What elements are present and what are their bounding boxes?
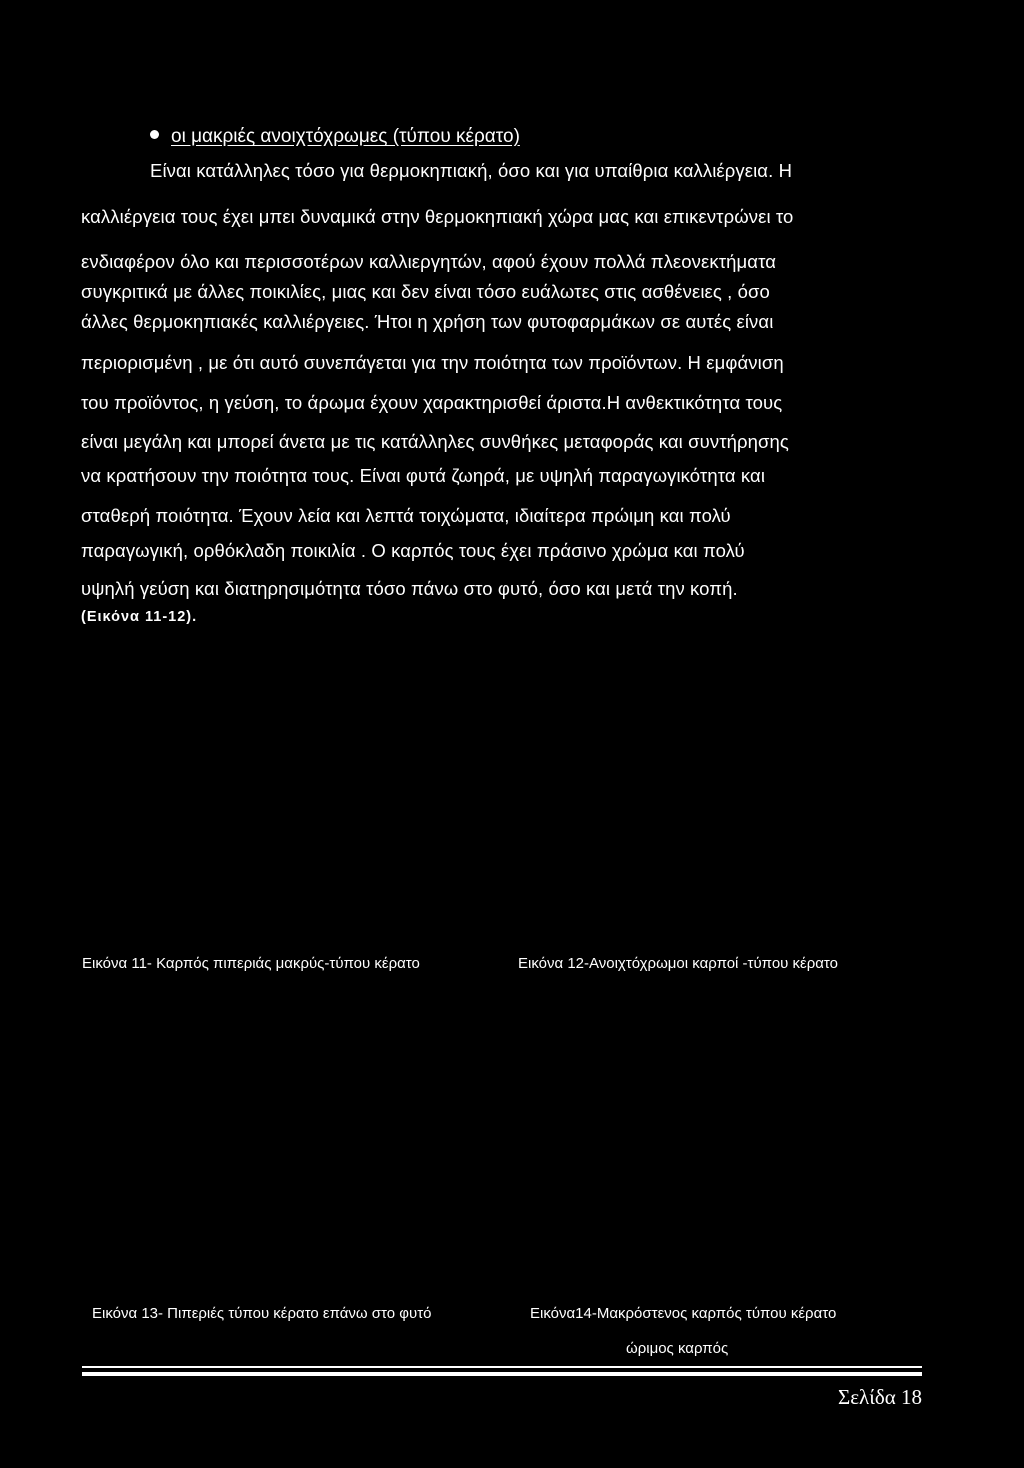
section-heading-text: οι μακριές ανοιχτόχρωμες (τύπου κέρατο) (171, 126, 520, 147)
paragraph-line: να κρατήσουν την ποιότητα τους. Είναι φυτά ζωηρά, με υψηλή παραγωγικότητα και (81, 465, 766, 486)
paragraph-line: σταθερή ποιότητα. Έχουν λεία και λεπτά τοιχώματα, ιδιαίτερα πρώιμη και πολύ (81, 505, 731, 526)
caption-figure-14: Εικόνα14-Μακρόστενος καρπός τύπου κέρατο (530, 1305, 837, 1322)
caption-figure-11: Εικόνα 11- Καρπός πιπεριάς μακρύς-τύπου κέρατο (82, 955, 420, 972)
paragraph-line: είναι μεγάλη και μπορεί άνετα με τις κατάλληλες συνθήκες μεταφοράς και συντήρησης (81, 431, 789, 452)
caption-figure-12: Εικόνα 12-Ανοιχτόχρωμοι καρποί -τύπου κέρατο (518, 955, 838, 972)
caption-figure-13: Εικόνα 13- Πιπεριές τύπου κέρατο επάνω στο φυτό (92, 1305, 432, 1322)
page-number: Σελίδα 18 (837, 1385, 922, 1409)
paragraph-line: του προϊόντος, η γεύση, το άρωμα έχουν χαρακτηρισθεί άριστα.Η ανθεκτικότητα τους (81, 392, 783, 413)
paragraph-line: καλλιέργεια τους έχει μπει δυναμικά στην θερμοκηπιακή χώρα μας και επικεντρώνει το (81, 206, 794, 227)
paragraph-line: υψηλή γεύση και διατηρησιμότητα τόσο πάνω στο φυτό, όσο και μετά την κοπή. (81, 578, 738, 599)
bullet-icon (150, 130, 159, 139)
paragraph-line: ενδιαφέρον όλο και περισσοτέρων καλλιεργητών, αφού έχουν πολλά πλεονεκτήματα (81, 251, 777, 272)
paragraph-line: συγκριτικά με άλλες ποικιλίες, μιας και δεν είναι τόσο ευάλωτες στις ασθένειες , όσο (81, 281, 770, 302)
paragraph-line: Είναι κατάλληλες τόσο για θερμοκηπιακή, όσο και για υπαίθρια καλλιέργεια. Η (150, 160, 793, 181)
paragraph-line: περιορισμένη , με ότι αυτό συνεπάγεται για την ποιότητα των προϊόντων. Η εμφάνιση (81, 352, 784, 373)
footer-divider-thick (82, 1372, 922, 1376)
figure-reference: (Εικόνα 11-12). (81, 609, 198, 625)
caption-figure-14-subline: ώριμος καρπός (626, 1340, 729, 1357)
section-heading (150, 126, 520, 148)
footer-divider (82, 1366, 922, 1368)
paragraph-line: άλλες θερμοκηπιακές καλλιέργειες. Ήτοι η χρήση των φυτοφαρμάκων σε αυτές είναι (81, 311, 774, 332)
paragraph-line: παραγωγική, ορθόκλαδη ποικιλία . Ο καρπός τους έχει πράσινο χρώμα και πολύ (81, 540, 745, 561)
